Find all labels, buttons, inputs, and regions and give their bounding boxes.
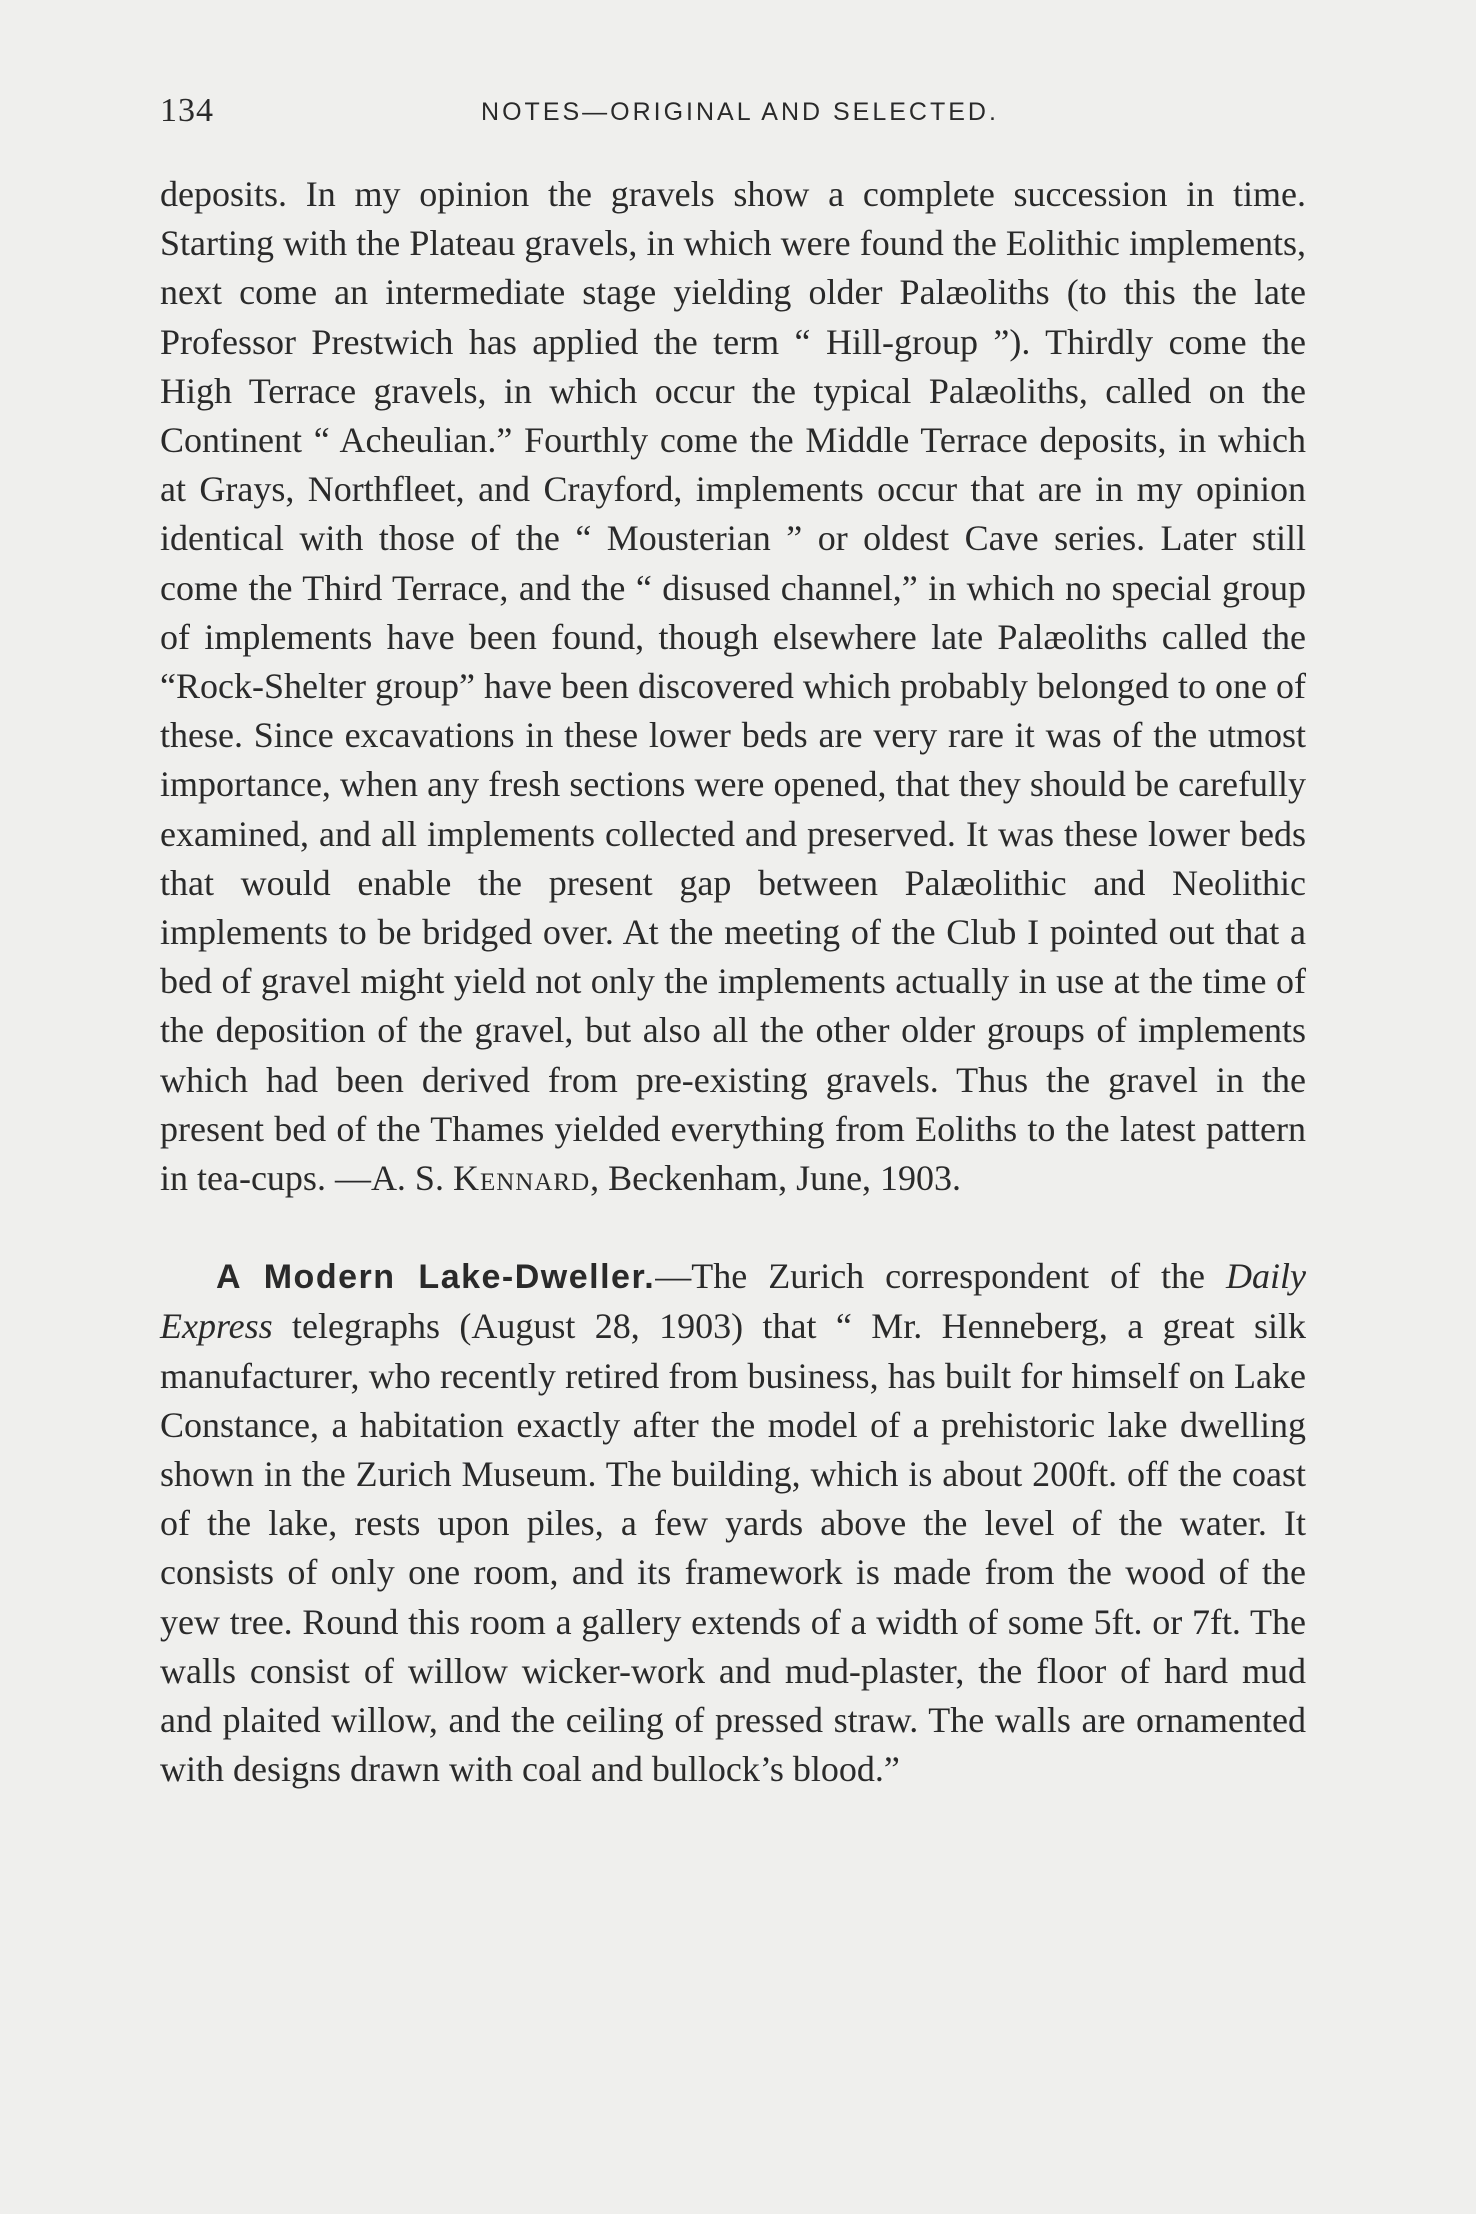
lake-dweller-text-after-source: telegraphs (August 28, 1903) that “ Mr. Henneberg, a great silk manufacturer, who recently retired from business, has built for himself on Lake Constance, a habitation exactly after the model of a prehistoric lake dwelling shown in the Zurich Museum. The building, which is about 200ft. off the coast of the lake, rests upon piles, a few yards above the level of the water. It consists of only one room, and its framework is made from the wood of the yew tree. Round this room a gallery extends of a width of some 5ft. or 7ft. The walls consist of willow wicker-work and mud-plaster, the floor of hard mud and plaited willow, and the ceiling of pressed straw. The walls are ornamented with designs drawn with coal and bullock’s blood.” xyxy=(160,1306,1306,1790)
running-title: NOTES—ORIGINAL AND SELECTED. xyxy=(481,98,999,126)
lake-dweller-paragraph xyxy=(160,1252,1306,1794)
page-number: 134 xyxy=(160,92,214,129)
signature-prefix: —A. S. xyxy=(334,1158,453,1199)
body-text xyxy=(160,170,1306,1795)
page-header xyxy=(160,92,1320,132)
continued-note-paragraph xyxy=(160,170,1306,1203)
signature-suffix: , Beckenham, June, 1903. xyxy=(590,1158,962,1199)
lake-dweller-text-before-source: —The Zurich correspondent of the xyxy=(655,1256,1227,1297)
continued-note-text: deposits. In my opinion the gravels show a complete succession in time. Starting with the Plateau gravels, in which were found the Eolithic implements, next come an intermediate stage yielding older Palæoliths (to this the late Professor Prestwich has applied the term “ Hill-group ”). Thirdly come the High Terrace gravels, in which occur the typical Palæoliths, called on the Continent “ Acheulian.” Fourthly come the Middle Terrace deposits, in which at Grays, Northfleet, and Crayford, implements occur that are in my opinion identical with those of the “ Mousterian ” or oldest Cave series. Later still come the Third Terrace, and the “ disused channel,” in which no special group of implements have been found, though elsewhere late Palæoliths called the “Rock-Shelter group” have been discovered which probably belonged to one of these. Since excavations in these lower beds are very rare it was of the utmost importance, when any fresh sections were opened, that they should be carefully examined, and all implements collected and preserved. It was these lower beds that would enable the present gap between Palæolithic and Neolithic implements to be bridged over. At the meeting of the Club I pointed out that a bed of gravel might yield not only the implements actually in use at the time of the deposition of the gravel, but also all the other older groups of implements which had been derived from pre-existing gravels. Thus the gravel in the present bed of the Thames yielded everything from Eoliths to the latest pattern in tea-cups. xyxy=(160,174,1306,1199)
signature-name: Kennard xyxy=(452,1158,591,1199)
section-heading: A Modern Lake-Dweller. xyxy=(216,1258,656,1297)
newspaper-title: Daily Express xyxy=(160,1256,1306,1347)
